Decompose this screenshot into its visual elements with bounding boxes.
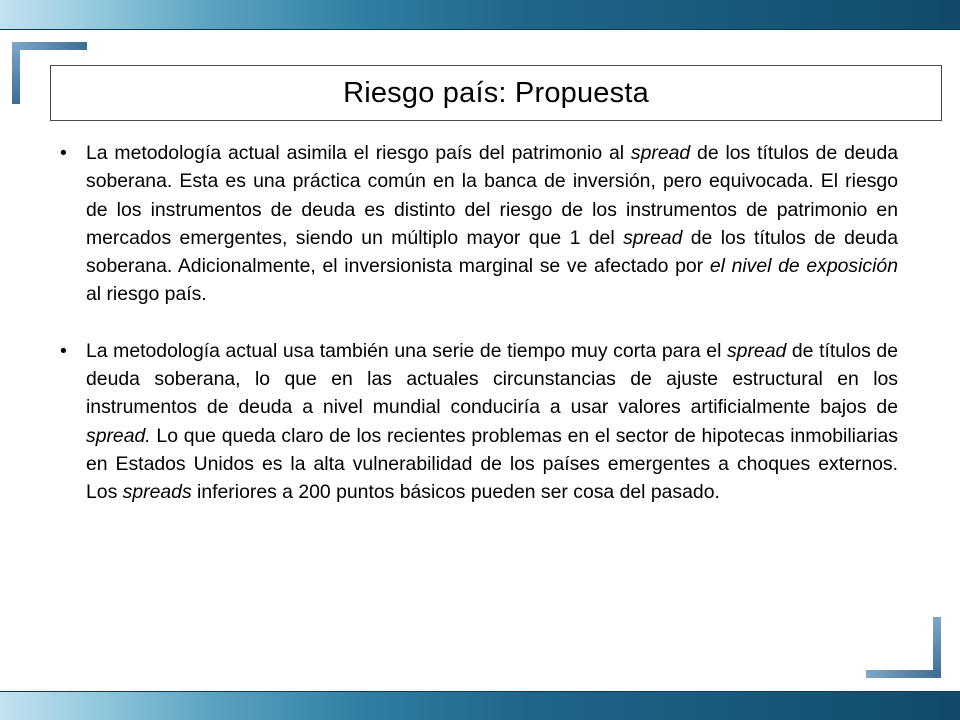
italic-text-segment: spread: [623, 226, 683, 249]
text-segment: al riesgo país.: [86, 283, 207, 306]
text-segment: de los títulos de deuda soberana. Adicionalmente, el inversionista marginal se ve afectado por: [86, 226, 899, 278]
italic-text-segment: spread: [726, 339, 787, 362]
bullet-text: [86, 340, 898, 503]
top-left-bracket-horizontal: [12, 42, 87, 50]
italic-text-segment: spread.: [86, 424, 151, 447]
bottom-right-bracket-vertical: [933, 617, 941, 678]
bottom-right-bracket-horizontal: [866, 670, 941, 678]
bullet-icon: •: [60, 339, 67, 362]
text-segment: La metodología actual usa también una serie de tiempo muy corta para el: [86, 339, 727, 362]
bullet-list: [58, 139, 898, 507]
top-left-bracket-vertical: [12, 42, 20, 104]
bullet-text: [86, 142, 898, 305]
text-segment: de títulos de deuda soberana, lo que en las actuales circunstancias de ajuste estructural en los instrumentos de deuda a nivel mundial conduciría a usar valores artificialmente bajos de: [86, 339, 898, 419]
text-segment: inferiores a 200 puntos básicos pueden ser cosa del pasado.: [191, 481, 720, 504]
text-segment: La metodología actual asimila el riesgo país del patrimonio al: [86, 142, 631, 164]
text-segment: de los títulos de deuda soberana. Esta es una práctica común en la banca de inversión, pero equivocada. El riesgo de los instrumentos de deuda es distinto del riesgo de los instrumentos de patrimonio en mercados emergentes, siendo un múltiplo mayor que 1 del: [86, 142, 899, 249]
top-gradient-band: [0, 0, 960, 30]
page-title: Riesgo país: Propuesta: [343, 76, 649, 109]
title-box: [50, 65, 942, 121]
text-segment: Lo que queda claro de los recientes problemas en el sector de hipotecas inmobiliarias en Estados Unidos es la alta vulnerabilidad de los países emergentes a choques externos. Los: [86, 424, 898, 504]
italic-text-segment: spreads: [122, 481, 192, 504]
bullet-icon: •: [60, 142, 67, 164]
italic-text-segment: el nivel de exposición: [709, 255, 898, 278]
bullet-item-2: [58, 337, 898, 507]
italic-text-segment: spread: [630, 142, 691, 164]
bottom-gradient-band: [0, 691, 960, 720]
bullet-item-1: [58, 139, 898, 309]
